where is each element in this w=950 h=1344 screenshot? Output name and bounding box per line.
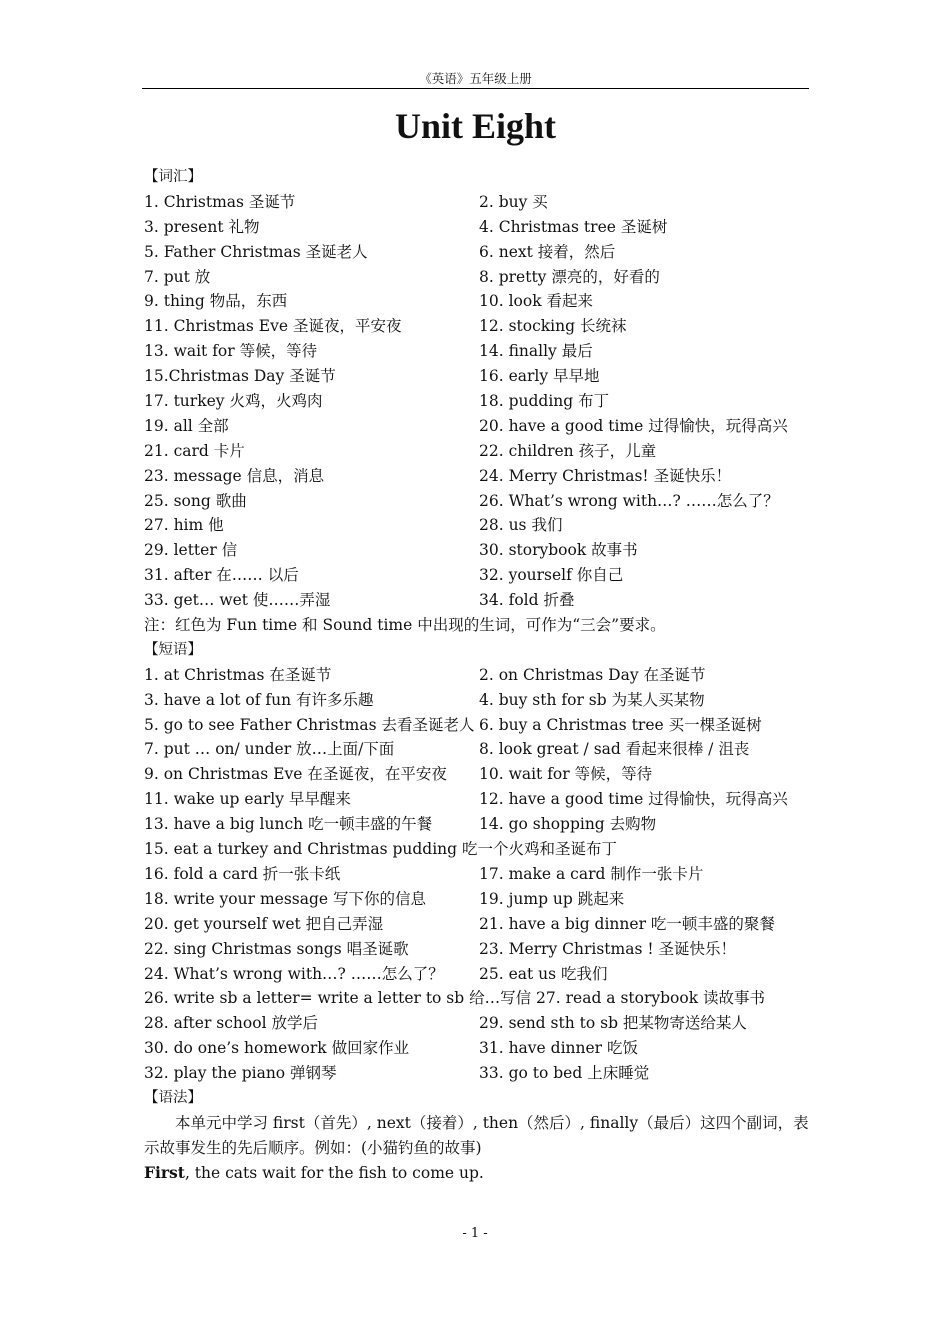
phrase-row (144, 762, 809, 787)
grammar-example (144, 1161, 809, 1186)
phrase-entry: 3. have a lot of fun 有许多乐趣 (144, 690, 374, 709)
phrase-row (144, 1061, 809, 1086)
vocabulary-entry: 23. message 信息，消息 (144, 466, 325, 485)
example-sentence: , the cats wait for the fish to come up. (184, 1163, 484, 1182)
vocabulary-entry: 24. Merry Christmas! 圣诞快乐！ (479, 466, 732, 485)
vocabulary-entry: 27. him 他 (144, 516, 224, 535)
vocabulary-entry: 26. What’s wrong with…? ……怎么了？ (479, 491, 779, 510)
phrase-entry: 18. write your message 写下你的信息 (144, 889, 426, 908)
vocabulary-row (144, 464, 809, 489)
vocabulary-list (144, 190, 809, 613)
phrase-entry: 8. look great / sad 看起来很棒 / 沮丧 (479, 740, 750, 759)
phrase-entry: 30. do one’s homework 做回家作业 (144, 1039, 410, 1058)
vocabulary-entry: 20. have a good time 过得愉快，玩得高兴 (479, 416, 788, 435)
vocabulary-entry: 14. finally 最后 (479, 342, 593, 361)
phrase-row (144, 862, 809, 887)
vocabulary-entry: 6. next 接着，然后 (479, 242, 616, 261)
vocabulary-entry: 29. letter 信 (144, 541, 238, 560)
vocabulary-heading: 【词汇】 (144, 169, 202, 185)
grammar-heading: 【语法】 (144, 1089, 202, 1106)
phrase-entry: 22. sing Christmas songs 唱圣诞歌 (144, 939, 409, 958)
phrase-entry: 28. after school 放学后 (144, 1014, 318, 1033)
vocabulary-entry: 11. Christmas Eve 圣诞夜，平安夜 (144, 317, 402, 336)
phrase-entry: 31. have dinner 吃饭 (479, 1039, 639, 1058)
phrase-entry: 17. make a card 制作一张卡片 (479, 864, 704, 883)
phrase-entry: 20. get yourself wet 把自己弄湿 (144, 914, 384, 933)
phrase-entry: 4. buy sth for sb 为某人买某物 (479, 690, 705, 709)
vocabulary-entry: 15.Christmas Day 圣诞节 (144, 367, 336, 386)
vocabulary-entry: 33. get… wet 使……弄湿 (144, 591, 331, 610)
vocabulary-row (144, 414, 809, 439)
phrase-row (144, 787, 809, 812)
phrase-row (144, 962, 809, 987)
phrase-entry: 33. go to bed 上床睡觉 (479, 1064, 650, 1083)
phrase-entry: 29. send sth to sb 把某物寄送给某人 (479, 1014, 747, 1033)
vocabulary-entry: 19. all 全部 (144, 416, 229, 435)
vocabulary-row (144, 190, 809, 215)
vocabulary-entry: 2. buy 买 (479, 192, 548, 211)
vocabulary-entry: 8. pretty 漂亮的，好看的 (479, 267, 660, 286)
vocabulary-entry: 13. wait for 等候，等待 (144, 342, 318, 361)
example-keyword: First (144, 1162, 185, 1182)
vocabulary-entry: 32. yourself 你自己 (479, 566, 624, 585)
vocabulary-row (144, 513, 809, 538)
running-header: 《英语》五年级上册 (419, 71, 532, 86)
vocabulary-entry: 31. after 在…… 以后 (144, 566, 299, 585)
vocabulary-entry: 4. Christmas tree 圣诞树 (479, 217, 668, 236)
phrase-row (144, 837, 809, 862)
phrase-row (144, 812, 809, 837)
phrase-entry: 5. go to see Father Christmas 去看圣诞老人 (144, 715, 475, 734)
phrase-entry: 15. eat a turkey and Christmas pudding 吃一个火鸡和圣诞布丁 (144, 840, 618, 859)
vocabulary-entry: 25. song 歌曲 (144, 491, 247, 510)
phrase-entry: 13. have a big lunch 吃一顿丰盛的午餐 (144, 815, 433, 834)
page-number: - 1 - (462, 1226, 488, 1241)
vocabulary-entry: 10. look 看起来 (479, 292, 594, 311)
vocabulary-row (144, 439, 809, 464)
phrase-entry: 6. buy a Christmas tree 买一棵圣诞树 (479, 715, 762, 734)
vocabulary-row (144, 563, 809, 588)
vocabulary-row (144, 588, 809, 613)
header-rule (142, 88, 809, 89)
phrase-entry: 12. have a good time 过得愉快，玩得高兴 (479, 790, 788, 809)
phrase-entry: 7. put … on/ under 放…上面/下面 (144, 740, 395, 759)
vocabulary-entry: 21. card 卡片 (144, 441, 245, 460)
vocabulary-row (144, 489, 809, 514)
phrase-row (144, 713, 809, 738)
vocabulary-entry: 5. Father Christmas 圣诞老人 (144, 242, 368, 261)
phrases-list (144, 663, 809, 1086)
phrase-entry: 23. Merry Christmas ! 圣诞快乐！ (479, 939, 736, 958)
vocabulary-entry: 9. thing 物品，东西 (144, 292, 288, 311)
vocabulary-entry: 7. put 放 (144, 267, 211, 286)
phrase-entry: 2. on Christmas Day 在圣诞节 (479, 665, 706, 684)
vocabulary-row (144, 538, 809, 563)
vocabulary-entry: 28. us 我们 (479, 516, 563, 535)
phrase-row (144, 688, 809, 713)
vocabulary-row (144, 339, 809, 364)
phrase-row (144, 1011, 809, 1036)
phrase-entry: 25. eat us 吃我们 (479, 964, 608, 983)
phrase-row (144, 986, 809, 1011)
phrase-entry: 32. play the piano 弹钢琴 (144, 1064, 337, 1083)
phrase-row (144, 912, 809, 937)
vocabulary-row (144, 364, 809, 389)
phrase-row (144, 737, 809, 762)
phrase-row (144, 663, 809, 688)
vocabulary-row (144, 389, 809, 414)
phrase-row (144, 887, 809, 912)
vocabulary-entry: 18. pudding 布丁 (479, 392, 610, 411)
phrase-entry: 21. have a big dinner 吃一顿丰盛的聚餐 (479, 914, 775, 933)
phrase-entry: 11. wake up early 早早醒来 (144, 790, 351, 809)
vocabulary-entry: 17. turkey 火鸡，火鸡肉 (144, 392, 323, 411)
vocabulary-row (144, 240, 809, 265)
phrases-heading: 【短语】 (144, 641, 202, 658)
phrase-entry: 19. jump up 跳起来 (479, 889, 625, 908)
vocabulary-entry: 3. present 礼物 (144, 217, 260, 236)
phrase-entry: 1. at Christmas 在圣诞节 (144, 665, 332, 684)
phrase-entry: 26. write sb a letter= write a letter to sb 给…写信 27. read a storybook 读故事书 (144, 989, 766, 1008)
phrase-row (144, 937, 809, 962)
vocabulary-note: 注：红色为 Fun time 和 Sound time 中出现的生词，可作为“三会”要求。 (144, 616, 666, 635)
content (144, 165, 809, 1186)
vocabulary-entry: 22. children 孩子，儿童 (479, 441, 657, 460)
vocabulary-entry: 1. Christmas 圣诞节 (144, 192, 296, 211)
phrase-entry: 24. What’s wrong with…? ……怎么了？ (144, 964, 444, 983)
vocabulary-entry: 12. stocking 长统袜 (479, 317, 627, 336)
phrase-entry: 9. on Christmas Eve 在圣诞夜，在平安夜 (144, 765, 447, 784)
grammar-paragraph-wrap (144, 1111, 809, 1161)
vocabulary-row (144, 289, 809, 314)
phrase-row (144, 1036, 809, 1061)
vocabulary-entry: 16. early 早早地 (479, 367, 600, 386)
phrase-entry: 16. fold a card 折一张卡纸 (144, 864, 341, 883)
phrase-entry: 10. wait for 等候，等待 (479, 765, 653, 784)
page-title: Unit Eight (394, 106, 557, 146)
vocabulary-row (144, 265, 809, 290)
grammar-paragraph: 本单元中学习 first（首先）, next（接着）, then（然后）, finally（最后）这四个副词，表示故事发生的先后顺序。例如：(小猫钓鱼的故事) (144, 1113, 809, 1157)
vocabulary-row (144, 215, 809, 240)
vocabulary-row (144, 314, 809, 339)
phrase-entry: 14. go shopping 去购物 (479, 815, 657, 834)
vocabulary-entry: 30. storybook 故事书 (479, 541, 638, 560)
vocabulary-entry: 34. fold 折叠 (479, 591, 575, 610)
